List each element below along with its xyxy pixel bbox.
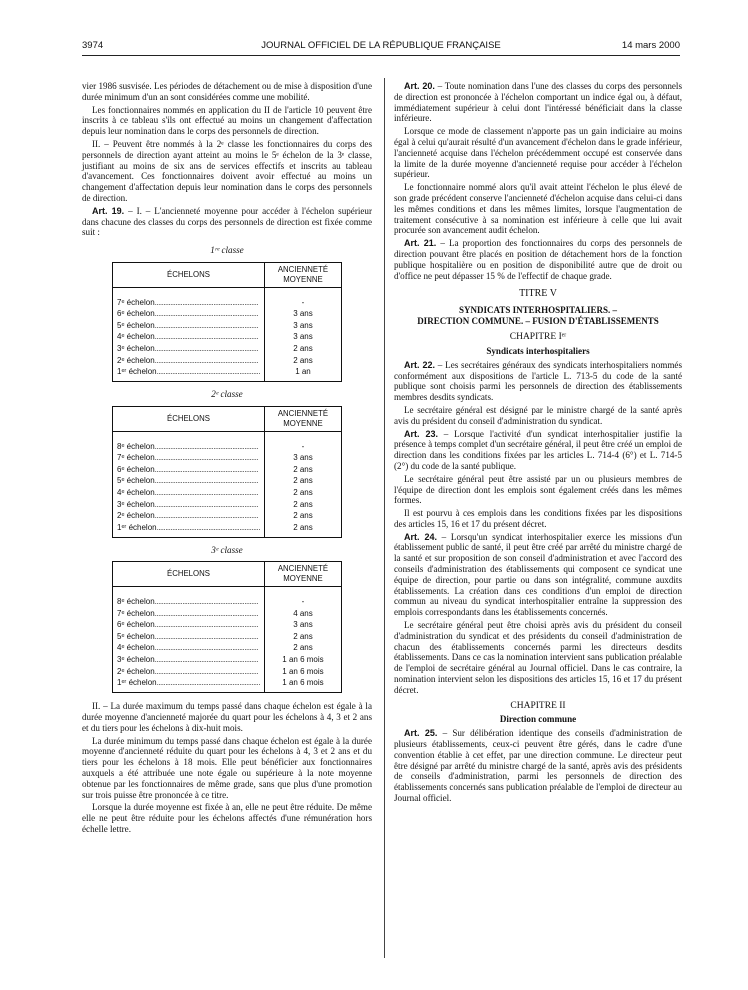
paragraph: Les fonctionnaires nommés en application du II de l'article 10 peuvent être inscrits à ce tableau s'ils ont effectué au moins un changement d'affectation depuis leur nomination dans le corps des personnels de direction. <box>82 104 372 137</box>
column-header: ÉCHELONS <box>113 562 265 587</box>
echelon-cell <box>113 666 265 678</box>
article-21: Art. 21. – La proportion des fonctionnaires du corps des personnels de direction pouvant être placés en position de détachement hors de la fonction publique hospitalière ou en position de disponibilité autre que de droit ou d'office ne peut dépasser 15 % de l'effectif de chaque grade. <box>394 238 683 281</box>
leader-dots: ............................................................ <box>154 464 259 474</box>
table-row <box>113 596 342 608</box>
paragraph: Lorsque la durée moyenne est fixée à an, elle ne peut être réduite. De même elle ne peut être réduite pour les échelons affectés d'une rémunération hors échelle lettre. <box>82 802 372 834</box>
column-header: ÉCHELONS <box>113 406 265 431</box>
echelon-label: 7ᵉ échelon <box>117 453 155 463</box>
article-22: Art. 22. – Les secrétaires généraux des syndicats interhospitaliers nommés conformément aux dispositions de l'article L. 713-5 du code de la santé publique sont choisis parmi les personnels de direction des établissements membres desdits syndicats. <box>394 359 683 403</box>
leader-dots: ............................................................ <box>154 453 259 463</box>
paragraph: Le secrétaire général est désigné par le ministre chargé de la santé après avis du président du conseil d'administration du syndicat. <box>394 404 682 426</box>
leader-dots: ............................................................ <box>156 367 260 377</box>
echelon-label: 4ᵉ échelon <box>117 487 155 497</box>
chapter-heading: CHAPITRE Iᵉʳ <box>509 332 567 343</box>
echelon-label: 5ᵉ échelon <box>117 631 155 641</box>
echelon-cell <box>113 487 265 499</box>
table-caption: 2ᵉ classe <box>211 389 243 400</box>
table-row <box>113 620 342 632</box>
leader-dots: ............................................................ <box>154 355 259 365</box>
table-row <box>113 487 342 499</box>
echelon-cell <box>113 608 265 620</box>
table-row <box>113 678 342 690</box>
table-row <box>113 510 342 522</box>
echelon-cell <box>113 654 265 666</box>
article-label: Art. 20. <box>404 81 435 91</box>
seniority-value: 2 ans <box>264 487 341 499</box>
echelon-cell <box>113 320 265 332</box>
leader-dots: ............................................................ <box>154 655 259 665</box>
echelon-cell <box>113 643 265 655</box>
echelon-cell <box>113 596 265 608</box>
leader-dots: ............................................................ <box>156 522 260 532</box>
seniority-value: 3 ans <box>264 453 341 465</box>
echelon-label: 1ᵉʳ échelon <box>117 678 157 688</box>
echelon-label: 1ᵉʳ échelon <box>117 522 157 532</box>
leader-dots: ............................................................ <box>154 476 259 486</box>
seniority-table-class-3 <box>112 561 342 693</box>
leader-dots: ............................................................ <box>154 297 259 307</box>
seniority-value: 1 an 6 mois <box>264 654 341 666</box>
seniority-value: 2 ans <box>264 631 341 643</box>
article-24: Art. 24. – Lorsqu'un syndicat interhospitalier exerce les missions d'un établissement public de santé, il peut être créé par arrêté du ministre chargé de la santé et sur proposition de son conseil d'administration et avec l'accord des conseils d'administration des établissements qui composent ce syndicat une équipe de direction, pour partie ou dans son intégralité, commune auxdits établissements. La création dans ces conditions d'un emploi de direction commun au niveau du syndicat interhospitalier entraîne la suppression des emplois correspondants dans les établissements concernés. <box>394 531 682 618</box>
seniority-value: 2 ans <box>264 476 341 488</box>
echelon-label: 4ᵉ échelon <box>117 643 155 653</box>
table-row <box>113 355 342 367</box>
table-row <box>113 332 342 344</box>
article-label: Art. 22. <box>404 359 436 370</box>
column-header: ANCIENNETÉ MOYENNE <box>264 406 341 431</box>
echelon-cell <box>113 441 265 453</box>
seniority-value: 2 ans <box>264 522 341 534</box>
seniority-value: 2 ans <box>264 355 341 367</box>
seniority-value: 1 an 6 mois <box>264 678 341 690</box>
seniority-value: 3 ans <box>264 620 341 632</box>
article-label: Art. 23. <box>404 428 439 439</box>
page-number: 3974 <box>82 40 104 51</box>
article-label: Art. 19. <box>92 205 125 216</box>
echelon-cell <box>113 464 265 476</box>
leader-dots: ............................................................ <box>154 343 259 353</box>
leader-dots: ............................................................ <box>154 631 259 641</box>
seniority-value: 2 ans <box>264 464 341 476</box>
echelon-cell <box>113 297 265 309</box>
table-spacer <box>113 689 342 693</box>
paragraph: Le secrétaire général peut être choisi après avis du président du conseil d'administration du syndicat et des présidents du conseil d'administration de chacun des établissements concernés parmi les directeurs desdits établissements. Dans ce cas la nomination intervient sans publication préalable de l'emploi de secrétaire général au Journal officiel. Dans le cas contraire, la nomination intervient selon les dispositions des articles 15, 16 et 17 du présent décret. <box>394 620 682 695</box>
table-row <box>113 654 342 666</box>
paragraph: Lorsque ce mode de classement n'apporte pas un gain indiciaire au moins égal à celui qu'aurait résulté d'un avancement d'échelon dans le grade inférieur, l'ancienneté acquise dans l'échelon précédemment occupé est conservée dans la limite de la durée moyenne d'ancienneté requise pour accéder à l'échelon supérieur. <box>394 126 682 180</box>
table-spacer <box>113 378 342 382</box>
echelon-cell <box>113 476 265 488</box>
paragraph: Le fonctionnaire nommé alors qu'il avait atteint l'échelon le plus élevé de son grade précédent conserve l'ancienneté d'échelon acquise dans celui-ci dans les mêmes conditions et dans les mêmes limites, lorsque l'augmentation de traitement consécutive à sa nomination est inférieure à celle que lui avait procurée son avancement audit échelon. <box>394 182 682 236</box>
journal-title: JOURNAL OFFICIEL DE LA RÉPUBLIQUE FRANÇAISE <box>261 40 501 51</box>
leader-dots: ............................................................ <box>154 608 259 618</box>
echelon-label: 4ᵉ échelon <box>117 332 155 342</box>
echelon-cell <box>113 367 265 379</box>
echelon-label: 3ᵉ échelon <box>117 655 155 665</box>
table-spacer <box>113 287 342 297</box>
seniority-value: 4 ans <box>264 608 341 620</box>
table-row <box>113 643 342 655</box>
echelon-cell <box>113 332 265 344</box>
column-header: ANCIENNETÉ MOYENNE <box>264 262 341 287</box>
chapter-subheading: Direction commune <box>499 714 577 725</box>
echelon-label: 7ᵉ échelon <box>117 297 155 307</box>
echelon-cell <box>113 453 265 465</box>
paragraph: Le secrétaire général peut être assisté par un ou plusieurs membres de l'équipe de direction dont les emplois sont également créés dans les mêmes formes. <box>394 473 682 506</box>
echelon-label: 8ᵉ échelon <box>117 597 155 607</box>
table-row <box>113 631 342 643</box>
seniority-value: 3 ans <box>264 332 341 344</box>
echelon-label: 7ᵉ échelon <box>117 608 155 618</box>
article-20: Art. 20. – Toute nomination dans l'une des classes du corps des personnels de direction est prononcée à l'échelon comportant un indice égal ou, à défaut, immédiatement supérieur à celui dont l'intéressé bénéficiait dans la classe inférieure. <box>394 81 682 124</box>
echelon-label: 5ᵉ échelon <box>117 320 155 330</box>
table-row <box>113 453 342 465</box>
echelon-cell <box>113 510 265 522</box>
column-header: ÉCHELONS <box>113 262 265 287</box>
table-row <box>113 476 342 488</box>
leader-dots: ............................................................ <box>154 441 259 451</box>
leader-dots: ............................................................ <box>154 597 259 607</box>
echelon-label: 2ᵉ échelon <box>117 666 155 676</box>
column-divider <box>384 78 385 958</box>
article-25: Art. 25. – Sur délibération identique des conseils d'administration de plusieurs établissements, ceux-ci peuvent être gérés, dans le cadre d'une convention établie à cet effet, par une direction commune. Le directeur peut être désigné par arrêté du ministre chargé de la santé, après avis des présidents de conseils d'administration, parmi les personnels de direction des établissements concernés sans publication préalable de l'emploi de directeur au Journal officiel. <box>394 728 683 804</box>
leader-dots: ............................................................ <box>154 332 259 342</box>
table-caption: 3ᵉ classe <box>211 544 243 555</box>
table-spacer <box>113 431 342 441</box>
seniority-table-class-1 <box>112 262 342 382</box>
table-row <box>113 297 342 309</box>
paragraph: Il est pourvu à ces emplois dans les conditions fixées par les dispositions des articles 15, 16 et 17 du présent décret. <box>394 508 682 529</box>
leader-dots: ............................................................ <box>154 499 259 509</box>
table-row <box>113 608 342 620</box>
title-subheading: SYNDICATS INTERHOSPITALIERS. – DIRECTION COMMUNE. – FUSION D'ÉTABLISSEMENTS <box>417 305 659 327</box>
echelon-cell <box>113 499 265 511</box>
leader-dots: ............................................................ <box>154 666 259 676</box>
leader-dots: ............................................................ <box>156 678 260 688</box>
echelon-cell <box>113 309 265 321</box>
echelon-label: 3ᵉ échelon <box>117 499 155 509</box>
echelon-cell <box>113 678 265 690</box>
seniority-value: 3 ans <box>264 309 341 321</box>
echelon-label: 3ᵉ échelon <box>117 343 155 353</box>
page-header <box>82 40 680 54</box>
echelon-label: 2ᵉ échelon <box>117 511 155 521</box>
paragraph: La durée minimum du temps passé dans chaque échelon est égale à la durée moyenne d'ancienneté réduite du quart pour les échelons à 4, 3 et 2 ans et du tiers pour les échelons à 18 mois. Elle peut bénéficier aux fonctionnaires auxquels a été attribuée une note égale ou supérieure à la note moyenne obtenue par les fonctionnaires de même grade, sans que plus d'une promotion sur trois puisse être prononcée à ce titre. <box>82 735 372 800</box>
paragraph: II. – Peuvent être nommés à la 2ᵉ classe les fonctionnaires du corps des personnels de direction ayant atteint au moins le 5ᵉ échelon de la 3ᵉ classe, justifiant au moins de six ans de services effectifs et inscrits au tableau d'avancement. Ces fonctionnaires doivent avoir effectué au moins un changement d'affectation depuis leur nomination dans le corps des personnels de direction. <box>82 138 372 203</box>
seniority-value: - <box>264 596 341 608</box>
echelon-label: 6ᵉ échelon <box>117 309 155 319</box>
table-row <box>113 464 342 476</box>
left-column <box>82 81 372 837</box>
echelon-label: 6ᵉ échelon <box>117 620 155 630</box>
paragraph: II. – La durée maximum du temps passé dans chaque échelon est égale à la durée moyenne d'ancienneté majorée du quart pour les échelons à 4, 3 et 2 ans et du tiers pour les échelons à dix-huit mois. <box>82 701 372 733</box>
seniority-value: 2 ans <box>264 510 341 522</box>
chapter-heading: CHAPITRE II <box>510 700 566 711</box>
seniority-value: - <box>264 297 341 309</box>
seniority-table-class-2 <box>112 406 342 538</box>
leader-dots: ............................................................ <box>154 511 259 521</box>
header-rule <box>82 55 680 56</box>
seniority-value: 1 an 6 mois <box>264 666 341 678</box>
title-heading: TITRE V <box>519 288 557 300</box>
table-caption: 1ʳᵉ classe <box>210 245 244 256</box>
right-column <box>394 81 682 806</box>
table-row <box>113 367 342 379</box>
seniority-value: - <box>264 441 341 453</box>
echelon-cell <box>113 522 265 534</box>
leader-dots: ............................................................ <box>154 320 259 330</box>
leader-dots: ............................................................ <box>154 643 259 653</box>
table-row <box>113 499 342 511</box>
issue-date: 14 mars 2000 <box>621 40 680 51</box>
echelon-label: 1ᵉʳ échelon <box>117 367 157 377</box>
echelon-label: 2ᵉ échelon <box>117 355 155 365</box>
article-23: Art. 23. – Lorsque l'activité d'un syndicat interhospitalier justifie la présence à temps complet d'un secrétaire général, il peut être créé un emploi de direction dans les conditions fixées par les articles L. 714-4 (6°) et L. 714-5 (2°) du code de la santé publique. <box>394 428 683 471</box>
article-label: Art. 21. <box>404 238 437 249</box>
leader-dots: ............................................................ <box>154 309 259 319</box>
article-19: Art. 19. – I. – L'ancienneté moyenne pour accéder à l'échelon supérieur dans chacune des classes du corps des personnels de direction est fixée comme suit : <box>82 205 372 238</box>
echelon-cell <box>113 343 265 355</box>
table-row <box>113 309 342 321</box>
echelon-label: 8ᵉ échelon <box>117 441 155 451</box>
table-row <box>113 666 342 678</box>
seniority-value: 2 ans <box>264 343 341 355</box>
echelon-cell <box>113 620 265 632</box>
table-row <box>113 522 342 534</box>
paragraph: vier 1986 susvisée. Les périodes de détachement ou de mise à disposition d'une durée minimum d'un an sont considérées comme une mobilité. <box>82 81 372 102</box>
column-header: ANCIENNETÉ MOYENNE <box>264 562 341 587</box>
table-row <box>113 320 342 332</box>
echelon-cell <box>113 355 265 367</box>
echelon-cell <box>113 631 265 643</box>
table-spacer <box>113 587 342 597</box>
table-row <box>113 441 342 453</box>
seniority-value: 2 ans <box>264 499 341 511</box>
echelon-label: 5ᵉ échelon <box>117 476 155 486</box>
table-row <box>113 343 342 355</box>
leader-dots: ............................................................ <box>154 487 259 497</box>
seniority-value: 1 an <box>264 367 341 379</box>
table-spacer <box>113 534 342 538</box>
chapter-subheading: Syndicats interhospitaliers <box>486 345 590 356</box>
seniority-value: 3 ans <box>264 320 341 332</box>
echelon-label: 6ᵉ échelon <box>117 464 155 474</box>
seniority-value: 2 ans <box>264 643 341 655</box>
leader-dots: ............................................................ <box>154 620 259 630</box>
article-label: Art. 24. <box>404 531 437 542</box>
article-label: Art. 25. <box>404 728 438 739</box>
